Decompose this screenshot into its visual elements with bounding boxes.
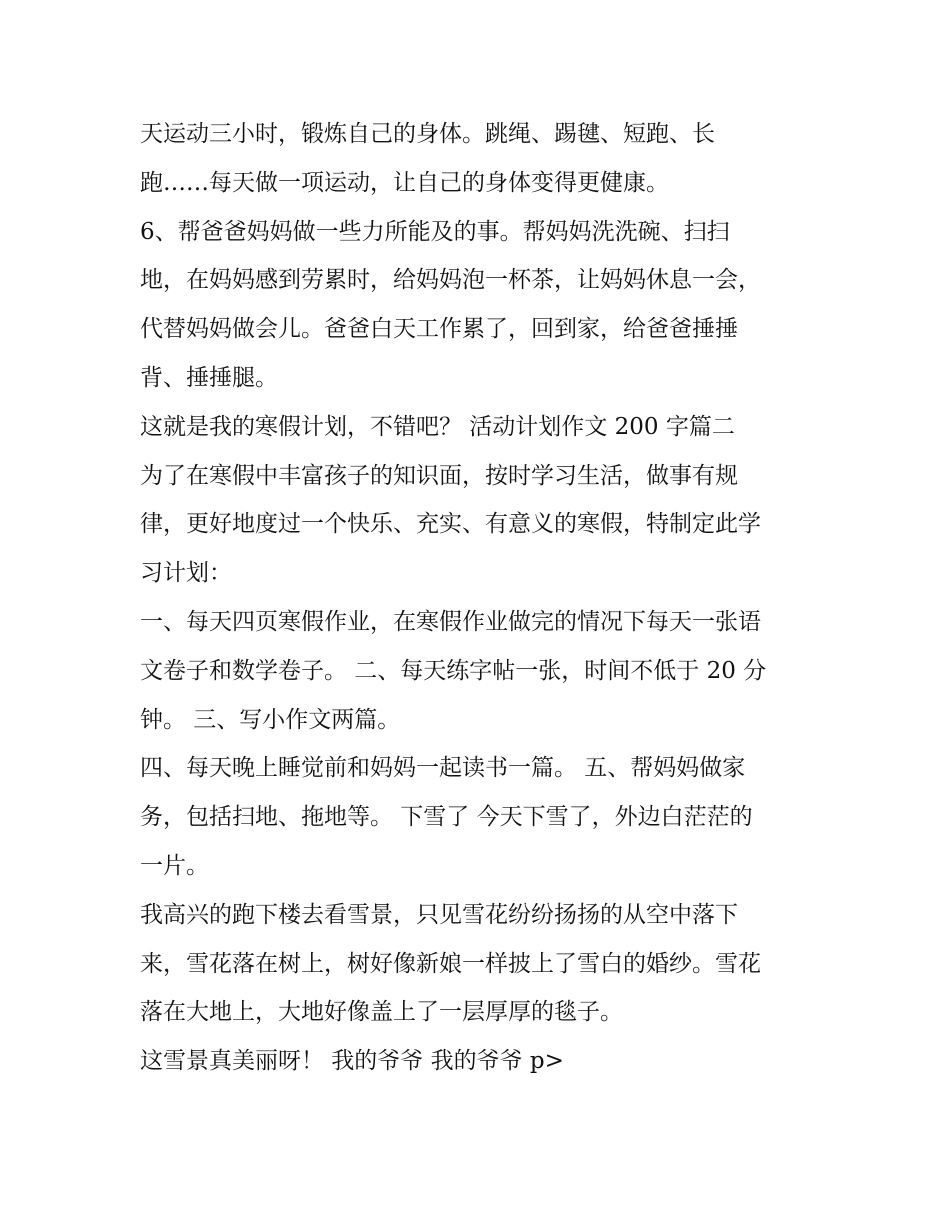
text-line-5: 代替妈妈做会儿。爸爸白天工作累了，回到家，给爸爸捶捶	[140, 316, 738, 343]
text-line-12: 文卷子和数学卷子。 二、每天练字帖一张，时间不低于 20 分	[140, 657, 767, 684]
text-line-17: 我高兴的跑下楼去看雪景，只见雪花纷纷扬扬的从空中落下	[140, 901, 738, 928]
text-line-1: 天运动三小时，锻炼自己的身体。跳绳、踢毽、短跑、长	[140, 121, 715, 147]
text-line-11: 一、每天四页寒假作业，在寒假作业做完的情况下每天一张语	[140, 608, 761, 635]
text-line-10: 习计划：	[140, 560, 232, 587]
text-line-15: 务，包括扫地、拖地等。 下雪了 今天下雪了，外边白茫茫的	[140, 804, 753, 831]
text-line-3: 6、帮爸爸妈妈做一些力所能及的事。帮妈妈洗洗碗、扫扫	[140, 218, 730, 245]
text-line-9: 律，更好地度过一个快乐、充实、有意义的寒假，特制定此学	[140, 511, 761, 538]
text-line-18: 来，雪花落在树上，树好像新娘一样披上了雪白的婚纱。雪花	[140, 950, 761, 977]
text-line-4: 地，在妈妈感到劳累时，给妈妈泡一杯茶，让妈妈休息一会，	[140, 267, 761, 294]
text-line-20: 这雪景真美丽呀！ 我的爷爷 我的爷爷 p>	[140, 1048, 564, 1075]
text-line-7: 这就是我的寒假计划，不错吧？ 活动计划作文 200 字篇二	[140, 413, 735, 440]
text-line-19: 落在大地上，大地好像盖上了一层厚厚的毯子。	[140, 999, 623, 1026]
text-line-13: 钟。 三、写小作文两篇。	[140, 706, 401, 733]
document-body	[140, 110, 830, 1086]
text-line-2: 跑……每天做一项运动，让自己的身体变得更健康。	[140, 169, 669, 196]
text-line-6: 背、捶捶腿。	[140, 364, 278, 391]
text-line-16: 一片。	[140, 852, 209, 879]
text-line-14: 四、每天晚上睡觉前和妈妈一起读书一篇。 五、帮妈妈做家	[140, 755, 746, 782]
text-line-8: 为了在寒假中丰富孩子的知识面，按时学习生活，做事有规	[140, 462, 738, 489]
